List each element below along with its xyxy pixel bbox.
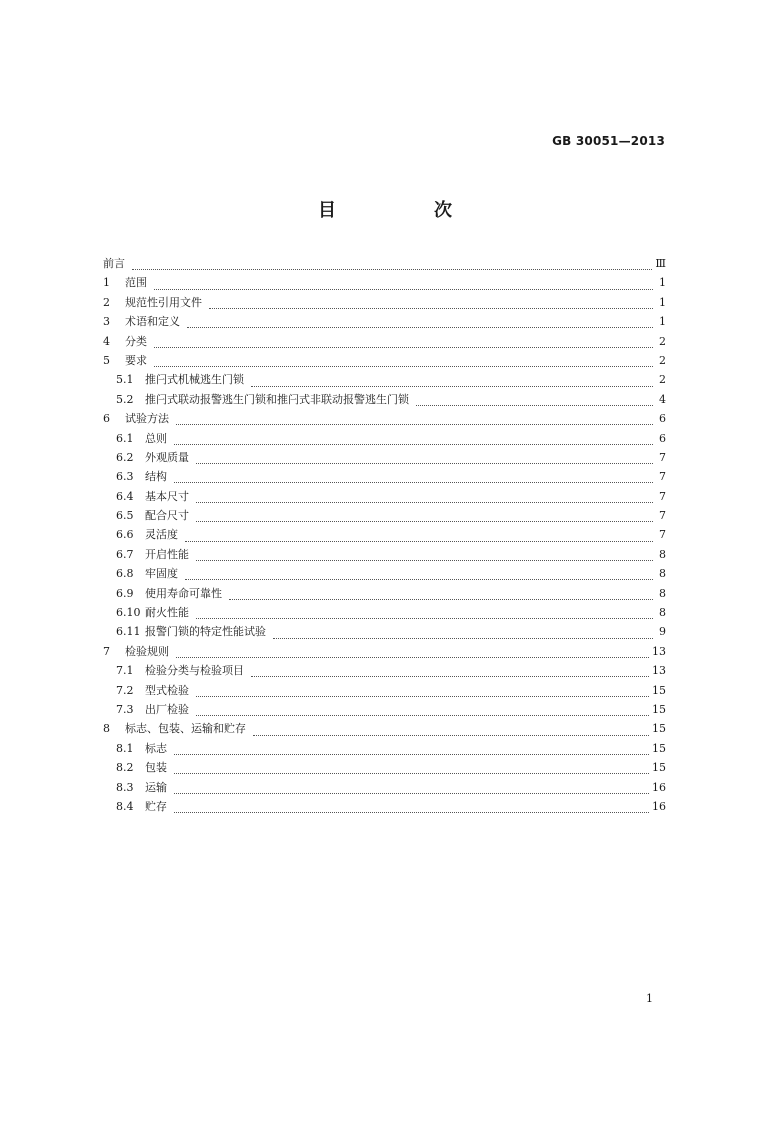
toc-entry-page: 8 bbox=[659, 547, 666, 561]
toc-entry-page: 15 bbox=[652, 761, 666, 775]
toc-entry[interactable] bbox=[103, 758, 666, 777]
toc-entry[interactable] bbox=[103, 448, 666, 467]
toc-leader-dots bbox=[176, 416, 653, 425]
toc-entry[interactable] bbox=[103, 506, 666, 525]
toc-entry-number: 8.1 bbox=[116, 741, 134, 755]
toc-leader-dots bbox=[196, 552, 653, 561]
toc-entry-title: 外观质量 bbox=[145, 450, 189, 464]
toc-entry-title: 贮存 bbox=[145, 799, 167, 813]
toc-entry[interactable] bbox=[103, 642, 666, 661]
toc-entry-title: 试验方法 bbox=[125, 412, 169, 426]
toc-leader-dots bbox=[132, 261, 652, 270]
toc-entry-page: 15 bbox=[652, 683, 666, 697]
toc-entry[interactable] bbox=[103, 778, 666, 797]
toc-entry-title: 术语和定义 bbox=[125, 315, 180, 329]
toc-leader-dots bbox=[174, 785, 649, 794]
toc-leader-dots bbox=[416, 397, 653, 406]
toc-entry[interactable] bbox=[103, 661, 666, 680]
toc-entry-title: 标志 bbox=[145, 741, 167, 755]
toc-entry-page: 8 bbox=[659, 586, 666, 600]
toc-entry-number: 6.9 bbox=[116, 586, 134, 600]
toc-entry-page: 6 bbox=[659, 412, 666, 426]
toc-entry-page: 13 bbox=[652, 664, 666, 678]
toc-entry-title: 结构 bbox=[145, 470, 167, 484]
toc-leader-dots bbox=[154, 281, 653, 290]
toc-entry-page: 4 bbox=[659, 392, 666, 406]
toc-entry[interactable] bbox=[103, 719, 666, 738]
toc-entry[interactable] bbox=[103, 351, 666, 370]
toc-entry-number: 3 bbox=[103, 315, 110, 329]
toc-entry[interactable] bbox=[103, 525, 666, 544]
toc-leader-dots bbox=[196, 513, 653, 522]
toc-entry-number: 6.2 bbox=[116, 450, 134, 464]
toc-entry-page: 16 bbox=[652, 799, 666, 813]
toc-entry-title: 使用寿命可靠性 bbox=[145, 586, 222, 600]
toc-leader-dots bbox=[209, 300, 653, 309]
toc-leader-dots bbox=[196, 688, 649, 697]
toc-entry-number: 6 bbox=[103, 412, 110, 426]
toc-entry-number: 4 bbox=[103, 334, 110, 348]
toc-leader-dots bbox=[174, 746, 649, 755]
toc-leader-dots bbox=[196, 494, 653, 503]
toc-entry-page: 1 bbox=[659, 295, 666, 309]
toc-entry-page: 1 bbox=[659, 315, 666, 329]
toc-entry[interactable] bbox=[103, 370, 666, 389]
toc-entry[interactable] bbox=[103, 429, 666, 448]
toc-entry-page: Ⅲ bbox=[655, 257, 666, 270]
toc-entry-title: 灵活度 bbox=[145, 528, 178, 542]
toc-entry[interactable] bbox=[103, 487, 666, 506]
toc-entry-page: 7 bbox=[659, 450, 666, 464]
toc-leader-dots bbox=[229, 591, 653, 600]
toc-entry[interactable] bbox=[103, 564, 666, 583]
toc-entry-number: 6.6 bbox=[116, 528, 134, 542]
toc-entry-number: 8 bbox=[103, 722, 110, 736]
toc-entry-title: 前言 bbox=[103, 257, 125, 270]
toc-entry-title: 分类 bbox=[125, 334, 147, 348]
toc-entry-title: 出厂检验 bbox=[145, 702, 189, 716]
toc-entry-number: 5.1 bbox=[116, 373, 134, 387]
toc-entry-number: 2 bbox=[103, 295, 110, 309]
toc-entry-page: 15 bbox=[652, 722, 666, 736]
toc-entry-page: 16 bbox=[652, 780, 666, 794]
toc-entry-title: 耐火性能 bbox=[145, 606, 189, 620]
toc-entry-title: 检验规则 bbox=[125, 644, 169, 658]
toc-entry-title: 基本尺寸 bbox=[145, 489, 189, 503]
toc-leader-dots bbox=[154, 339, 653, 348]
toc-entry[interactable] bbox=[103, 545, 666, 564]
toc-entry[interactable] bbox=[103, 254, 666, 273]
toc-entry-page: 7 bbox=[659, 509, 666, 523]
toc-entry-number: 1 bbox=[103, 276, 110, 290]
toc-entry-number: 6.5 bbox=[116, 509, 134, 523]
toc-entry-page: 8 bbox=[659, 606, 666, 620]
toc-entry-number: 6.4 bbox=[116, 489, 134, 503]
toc-leader-dots bbox=[176, 649, 649, 658]
toc-entry-number: 6.1 bbox=[116, 431, 134, 445]
toc-entry-title: 报警门锁的特定性能试验 bbox=[145, 625, 266, 639]
toc-entry[interactable] bbox=[103, 603, 666, 622]
toc-leader-dots bbox=[174, 436, 653, 445]
toc-entry[interactable] bbox=[103, 390, 666, 409]
toc-entry-title: 总则 bbox=[145, 431, 167, 445]
toc-entry-number: 6.8 bbox=[116, 567, 134, 581]
standard-number: GB 30051—2013 bbox=[552, 134, 665, 148]
toc-entry[interactable] bbox=[103, 312, 666, 331]
toc-entry-page: 8 bbox=[659, 567, 666, 581]
toc-entry-page: 7 bbox=[659, 470, 666, 484]
toc-entry[interactable] bbox=[103, 797, 666, 816]
toc-leader-dots bbox=[273, 630, 653, 639]
toc-entry-number: 7 bbox=[103, 644, 110, 658]
page-title: 目 次 bbox=[318, 200, 492, 221]
toc-entry-title: 要求 bbox=[125, 353, 147, 367]
toc-entry-title: 推闩式联动报警逃生门锁和推闩式非联动报警逃生门锁 bbox=[145, 392, 409, 406]
toc-entry-number: 8.2 bbox=[116, 761, 134, 775]
toc-entry-page: 2 bbox=[659, 353, 666, 367]
toc-leader-dots bbox=[174, 474, 653, 483]
toc-entry-page: 1 bbox=[659, 276, 666, 290]
toc-leader-dots bbox=[196, 707, 649, 716]
toc-entry-number: 6.3 bbox=[116, 470, 134, 484]
toc-entry-title: 牢固度 bbox=[145, 567, 178, 581]
toc-entry-page: 15 bbox=[652, 702, 666, 716]
toc-entry[interactable] bbox=[103, 622, 666, 641]
toc-entry-number: 8.3 bbox=[116, 780, 134, 794]
toc-leader-dots bbox=[154, 358, 653, 367]
toc-entry-title: 检验分类与检验项目 bbox=[145, 664, 244, 678]
toc-entry-number: 6.11 bbox=[116, 625, 141, 639]
page-number: 1 bbox=[646, 992, 653, 1005]
toc-entry-page: 9 bbox=[659, 625, 666, 639]
toc-entry-number: 7.2 bbox=[116, 683, 134, 697]
toc-leader-dots bbox=[251, 378, 653, 387]
toc-leader-dots bbox=[196, 455, 653, 464]
toc-leader-dots bbox=[251, 668, 649, 677]
toc-entry-title: 标志、包装、运输和贮存 bbox=[125, 722, 246, 736]
toc-entry[interactable] bbox=[103, 273, 666, 292]
toc-entry[interactable] bbox=[103, 332, 666, 351]
toc-leader-dots bbox=[253, 727, 649, 736]
toc-entry[interactable] bbox=[103, 467, 666, 486]
toc-entry-page: 7 bbox=[659, 528, 666, 542]
toc-entry[interactable] bbox=[103, 293, 666, 312]
toc-entry-number: 7.3 bbox=[116, 702, 134, 716]
toc-entry-number: 7.1 bbox=[116, 664, 134, 678]
toc-entry-title: 开启性能 bbox=[145, 547, 189, 561]
toc-entry-page: 13 bbox=[652, 644, 666, 658]
toc-entry-title: 规范性引用文件 bbox=[125, 295, 202, 309]
toc-leader-dots bbox=[174, 765, 649, 774]
toc-entry-page: 6 bbox=[659, 431, 666, 445]
toc-entry-page: 2 bbox=[659, 373, 666, 387]
toc-entry[interactable] bbox=[103, 739, 666, 758]
toc-entry[interactable] bbox=[103, 409, 666, 428]
toc-entry-title: 配合尺寸 bbox=[145, 509, 189, 523]
toc-entry-number: 6.7 bbox=[116, 547, 134, 561]
toc-entry-page: 2 bbox=[659, 334, 666, 348]
toc-entry[interactable] bbox=[103, 584, 666, 603]
toc-leader-dots bbox=[174, 804, 649, 813]
toc-entry[interactable] bbox=[103, 681, 666, 700]
toc-entry-page: 15 bbox=[652, 741, 666, 755]
toc-entry-number: 5 bbox=[103, 353, 110, 367]
toc-entry-title: 推闩式机械逃生门锁 bbox=[145, 373, 244, 387]
toc-entry-number: 5.2 bbox=[116, 392, 134, 406]
toc-entry-title: 包装 bbox=[145, 761, 167, 775]
toc-entry-title: 运输 bbox=[145, 780, 167, 794]
toc-entry-number: 6.10 bbox=[116, 606, 141, 620]
toc-entry-page: 7 bbox=[659, 489, 666, 503]
toc-leader-dots bbox=[187, 319, 653, 328]
toc-entry-number: 8.4 bbox=[116, 799, 134, 813]
toc-leader-dots bbox=[185, 571, 653, 580]
toc-entry-title: 型式检验 bbox=[145, 683, 189, 697]
toc-entry[interactable] bbox=[103, 700, 666, 719]
table-of-contents bbox=[103, 254, 666, 816]
toc-entry-title: 范围 bbox=[125, 276, 147, 290]
toc-leader-dots bbox=[185, 533, 653, 542]
toc-leader-dots bbox=[196, 610, 653, 619]
